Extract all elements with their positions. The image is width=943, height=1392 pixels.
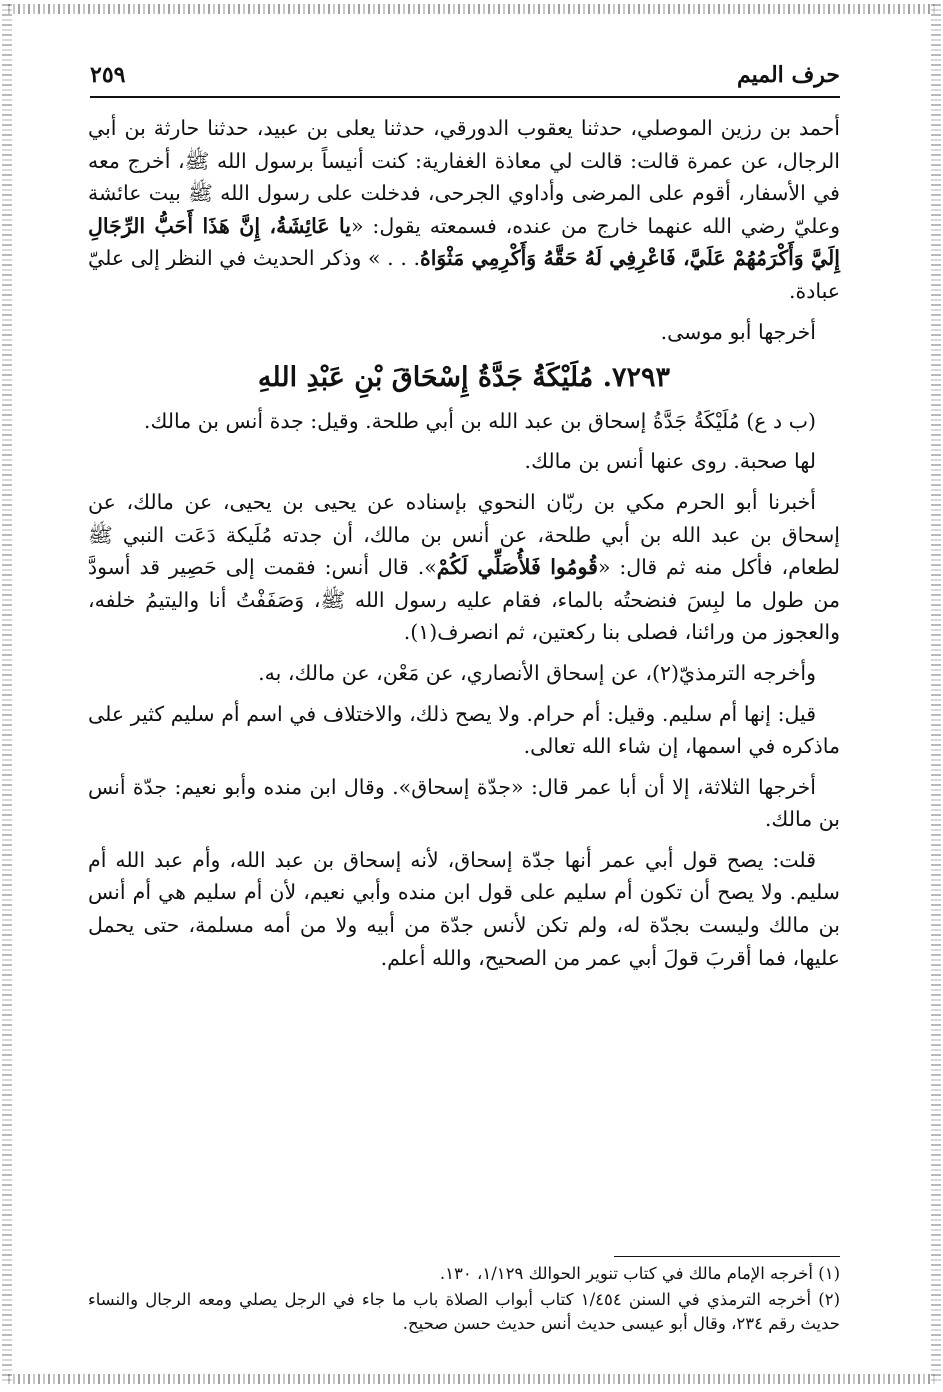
paragraph-three-sources: أخرجها الثلاثة، إلا أن أبا عمر قال: «جدّة إسحاق». وقال ابن منده وأبو نعيم: جدّة أنس بن مالك. [88, 774, 840, 832]
paragraph-takhrij: أخرجها أبو موسى. [660, 319, 816, 344]
decorative-border-left [2, 4, 12, 1384]
paragraph-isnad: أخبرنا أبو الحرم مكي بن ربّان النحوي بإسناده عن يحيى بن يحيى، عن مالك، عن إسحاق بن عبد الله بن أبي طلحة، عن أنس بن مالك، أن جدته مُلَيكة دَعَت النبي ﷺ لطعام، فأكل منه ثم قال: «قُومُوا فَلأُصَلِّي لَكُمْ». قال أنس: فقمت إلى حَصِير قد أسودَّ من طول ما لبِسَ فنضحتُه بالماء، فقام عليه رسول الله ﷺ، وَصَفَفْتُ أنا واليتيمُ خلفه، والعجوز من ورائنا، فصلى بنا ركعتين، ثم انصرف(١). [88, 489, 840, 645]
paragraph-author-comment: قلت: يصح قول أبي عمر أنها جدّة إسحاق، لأنه إسحاق بن عبد الله، وأم عبد الله أم سليم. ولا يصح أن تكون أم سليم على قول ابن منده وأبي نعيم، لأن أم سليم هي أم أنس بن مالك وليست بجدّة له، ولم تكن لأنس جدّة من أبيه ولا من أمه مسلمة، حتى يحمل عليها، فما أقربَ قولَ أبي عمر من الصحيح، والله أعلم. [88, 847, 840, 970]
footnotes [88, 1262, 840, 1338]
paragraph-sahaba: لها صحبة. روى عنها أنس بن مالك. [524, 449, 816, 474]
footnote-rule [614, 1256, 840, 1257]
paragraph-hadith-muadha: أحمد بن رزين الموصلي، حدثنا يعقوب الدورقي، حدثنا يعلى بن عبيد، حدثنا حارثة بن أبي الرجال، عن عمرة قالت: قالت لي معاذة الغفارية: كنت أنيساً برسول الله ﷺ، أخرج معه في الأسفار، أقوم على المرضى وأداوي الجرحى، فدخلت على رسول الله ﷺ بيت عائشة وعليّ رضي الله عنهما خارج من عنده، فسمعته يقول: «يا عَائِشَةُ، إِنَّ هَذَا أَحَبُّ الرِّجَالِ إِلَيَّ وَأَكْرَمُهُمْ عَلَيَّ، فَاعْرِفِي لَهُ حَقَّهُ وَأَكْرِمِي مَثْوَاهُ. . . » وذكر الحديث في النظر إلى عليّ عبادة. [88, 116, 841, 303]
running-header [90, 62, 840, 98]
footnote-2: (٢) أخرجه الترمذي في السنن ١/٤٥٤ كتاب أبواب الصلاة باب ما جاء في الرجل يصلي ومعه الرجال والنساء حديث رقم ٢٣٤، وقال أبو عيسى حديث أنس حديث حسن صحيح. [88, 1290, 840, 1333]
main-text [88, 112, 840, 982]
decorative-border-bottom [8, 1374, 935, 1384]
paragraph-tirmidhi: وأخرجه الترمذيّ(٢)، عن إسحاق الأنصاري، عن مَعْن، عن مالك، به. [258, 660, 816, 685]
entry-heading: ٧٢٩٣. مُلَيْكَةُ جَدَّةُ إِسْحَاقَ بْنِ عَبْدِ اللهِ [257, 362, 671, 394]
decorative-border-top [8, 4, 935, 14]
chapter-title: حرف الميم [736, 62, 840, 88]
page-number: ٢٥٩ [90, 62, 126, 88]
paragraph-entry-intro: (ب د ع) مُلَيْكَةُ جَدَّةُ إسحاق بن عبد الله بن أبي طلحة. وقيل: جدة أنس بن مالك. [143, 408, 816, 433]
hadith-quote: قُومُوا فَلأُصَلِّي لَكُمْ [436, 555, 598, 580]
decorative-border-right [931, 4, 941, 1384]
hadith-quote: يا عَائِشَةُ، إِنَّ هَذَا أَحَبُّ الرِّجَالِ إِلَيَّ وَأَكْرَمُهُمْ عَلَيَّ، فَاعْرِفِي لَهُ حَقَّهُ وَأَكْرِمِي مَثْوَاهُ [88, 213, 840, 271]
paragraph-identity: قيل: إنها أم سليم. وقيل: أم حرام. ولا يصح ذلك، والاختلاف في اسم أم سليم كثير على ماذكره في اسمها، إن شاء الله تعالى. [88, 701, 840, 759]
footnote-1: (١) أخرجه الإمام مالك في كتاب تنوير الحوالك ١/١٢٩، ١٣٠. [439, 1264, 840, 1283]
